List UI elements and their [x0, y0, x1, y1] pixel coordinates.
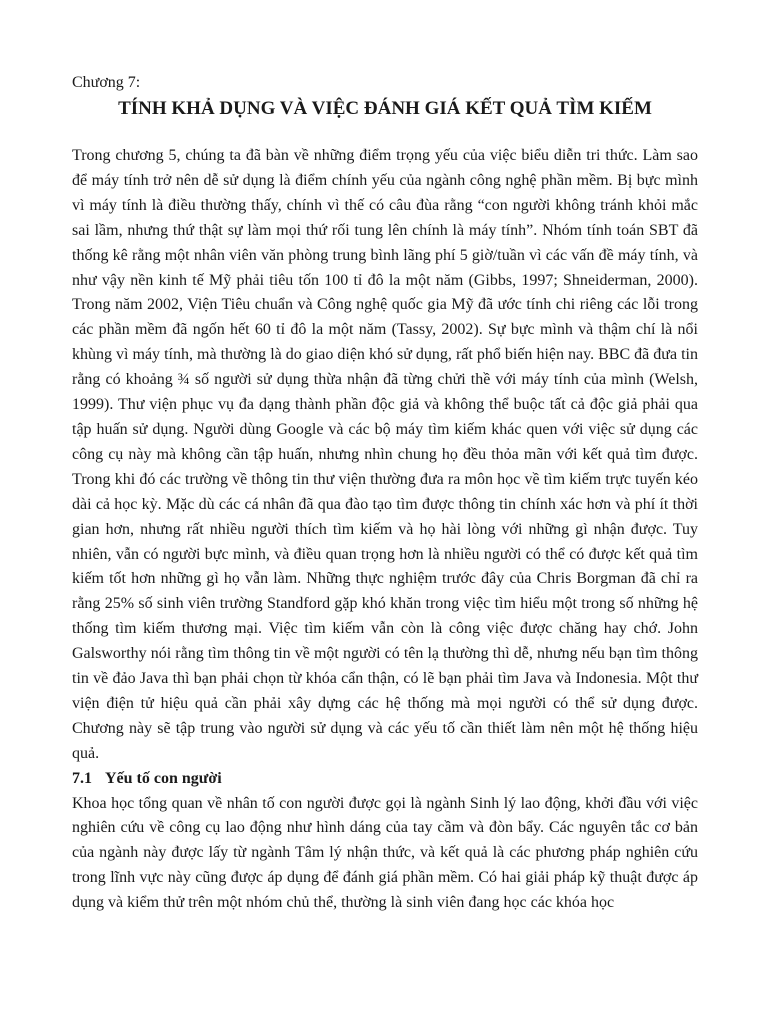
section-heading: [72, 767, 698, 792]
body-paragraph: Khoa học tổng quan về nhân tố con người được gọi là ngành Sinh lý lao động, khởi đầu với việc nghiên cứu về công cụ lao động như hình dáng của tay cầm và đòn bẩy. Các nguyên tắc cơ bản của ngành này được lấy từ ngành Tâm lý nhận thức, và kết quả là các phương pháp nghiên cứu trong lĩnh vực này cũng được áp dụng để đánh giá phần mềm. Có hai giải pháp kỹ thuật được áp dụng và kiểm thử trên một nhóm chủ thể, thường là sinh viên đang học các khóa học: [72, 794, 698, 912]
section-title: Yếu tố con người: [105, 769, 222, 787]
document-page: [72, 72, 698, 916]
body-paragraph: Trong chương 5, chúng ta đã bàn về những điểm trọng yếu của việc biểu diễn tri thức. Làm sao để máy tính trở nên dễ sử dụng là điểm chính yếu của ngành công nghệ phần mềm. Bị bực mình vì máy tính là điều thường thấy, chính vì thế có câu đùa rằng “con người không tránh khỏi mắc sai lầm, nhưng thứ thật sự làm mọi thứ rối tung lên chính là máy tính”. Nhóm tính toán SBT đã thống kê rằng một nhân viên văn phòng trung bình lãng phí 5 giờ/tuần vì các vấn đề máy tính, và như vậy nền kinh tế Mỹ phải tiêu tốn 100 tỉ đô la một năm (Gibbs, 1997; Shneiderman, 2000). Trong năm 2002, Viện Tiêu chuẩn và Công nghệ quốc gia Mỹ đã ước tính chi riêng các lỗi trong các phần mềm đã ngốn hết 60 tỉ đô la một năm (Tassy, 2002). Sự bực mình và thậm chí là nổi khùng vì máy tính, mà thường là do giao diện khó sử dụng, rất phổ biến hiện nay. BBC đã đưa tin rằng có khoảng ¾ số người sử dụng thừa nhận đã từng chửi thề với máy tính của mình (Welsh, 1999). Thư viện phục vụ đa dạng thành phần độc giả và không thể buộc tất cả độc giả phải qua tập huấn sử dụng. Người dùng Google và các bộ máy tìm kiếm khác quen với việc sử dụng các công cụ này mà không cần tập huấn, nhưng nhìn chung họ đều thỏa mãn với kết quả tìm được. Trong khi đó các trường về thông tin thư viện thường đưa ra môn học về tìm kiếm trực tuyến kéo dài cả học kỳ. Mặc dù các cá nhân đã qua đào tạo tìm được thông tin chính xác hơn và phí ít thời gian hơn, nhưng rất nhiều người thích tìm kiếm và họ hài lòng với những gì nhận được. Tuy nhiên, vẫn có người bực mình, và điều quan trọng hơn là nhiều người có thể có được kết quả tìm kiếm tốt hơn những gì họ vẫn làm. Những thực nghiệm trước đây của Chris Borgman đã chỉ ra rằng 25% số sinh viên trường Standford gặp khó khăn trong việc tìm hiểu một trong số những hệ thống tìm kiếm thương mại. Việc tìm kiếm vẫn còn là công việc được chăng hay chớ. John Galsworthy nói rằng tìm thông tin về một người có tên lạ thường thì dễ, nhưng nếu bạn tìm thông tin về đảo Java thì bạn phải chọn từ khóa cẩn thận, có lẽ bạn phải tìm Java và Indonesia. Một thư viện điện tử hiệu quả cần phải xây dựng các hệ thống mà mọi người có thể sử dụng được. Chương này sẽ tập trung vào người sử dụng và các yếu tố cần thiết làm nên một hệ thống hiệu quả.: [72, 147, 698, 762]
section-number: 7.1: [72, 769, 92, 787]
chapter-title: TÍNH KHẢ DỤNG VÀ VIỆC ĐÁNH GIÁ KẾT QUẢ TÌM KIẾM: [118, 98, 652, 119]
chapter-label: Chương 7:: [72, 74, 141, 91]
